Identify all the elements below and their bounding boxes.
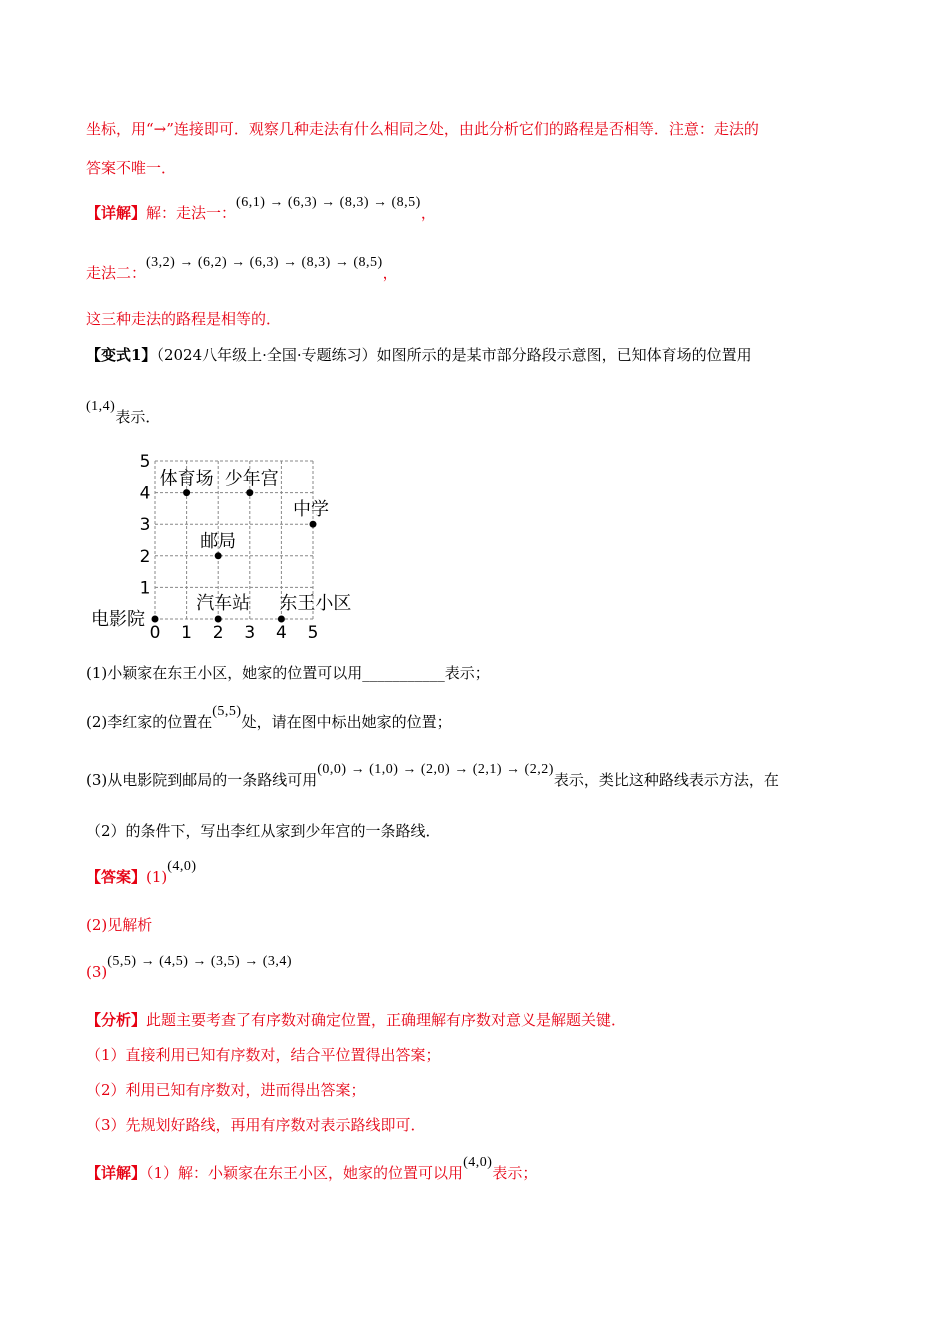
- detail-2-text: （1）解：小颖家在东王小区，她家的位置可以用: [146, 1164, 464, 1182]
- route-1: (6,1) → (6,3) → (8,3) → (8,5): [236, 195, 421, 210]
- variant-source: （2024八年级上·全国·专题练习）: [156, 346, 377, 364]
- answer-3-route: (5,5) → (4,5) → (3,5) → (3,4): [107, 954, 293, 969]
- answer-line-2: (2)见解析: [86, 916, 153, 934]
- route-1-end: ，: [420, 204, 436, 222]
- variant-tag: 【变式1】: [86, 346, 157, 364]
- x-tick-label: 4: [275, 623, 287, 643]
- route-2-label: 走法二：: [86, 264, 147, 282]
- variant-intro: 如图所示的是某市部分路段示意图，已知体育场的位置用: [376, 346, 752, 364]
- q2-prefix: (2)李红家的位置在: [86, 713, 213, 731]
- detail-2-tag: 【详解】: [86, 1164, 147, 1182]
- analysis-text: 此题主要考查了有序数对确定位置，正确理解有序数对意义是解题关键．: [146, 1011, 627, 1029]
- detail-2-line: [86, 1155, 538, 1185]
- answer-1-label: (1): [146, 868, 168, 886]
- place-dot: [183, 489, 190, 496]
- route-2: (3,2) → (6,2) → (6,3) → (8,3) → (8,5): [146, 255, 383, 270]
- q2-suffix: 处，请在图中标出她家的位置；: [241, 713, 452, 731]
- analysis-point-2: （2）利用已知有序数对，进而得出答案；: [86, 1081, 366, 1099]
- x-tick-label: 0: [149, 623, 161, 643]
- solution-line-2: 答案不唯一．: [86, 159, 177, 177]
- place-label: 体育场: [159, 468, 214, 490]
- route-2-line: [86, 255, 398, 285]
- place-label: 少年宫: [224, 468, 279, 490]
- variant-coord-suffix: 表示．: [115, 408, 161, 426]
- place-dot: [246, 489, 253, 496]
- city-map-figure: [85, 448, 365, 648]
- detail-2-suffix: 表示；: [492, 1164, 538, 1182]
- y-tick-label: 2: [139, 546, 151, 567]
- question-3: [86, 762, 779, 792]
- q1-suffix: 表示；: [444, 664, 490, 682]
- answer-tag: 【答案】: [86, 868, 147, 886]
- answer-1-coord: (4,0): [167, 859, 197, 874]
- detail-text: 解：走法一：: [146, 204, 237, 222]
- x-tick-label: 3: [244, 623, 256, 643]
- place-label: 中学: [293, 499, 329, 521]
- y-tick-label: 3: [139, 515, 151, 536]
- answer-line-1: [86, 859, 197, 889]
- route-2-end: ，: [382, 264, 398, 282]
- q3-prefix: (3)从电影院到邮局的一条路线可用: [86, 771, 318, 789]
- analysis-tag: 【分析】: [86, 1011, 147, 1029]
- question-1: [86, 663, 490, 683]
- x-tick-label: 1: [181, 623, 193, 643]
- place-dot: [310, 521, 317, 528]
- y-tick-label: 4: [139, 483, 151, 504]
- analysis-line: [86, 1010, 626, 1030]
- question-2: [86, 704, 452, 734]
- place-label: 东王小区: [279, 593, 352, 614]
- place-label: 电影院: [91, 609, 145, 630]
- q2-coord: (5,5): [212, 704, 242, 719]
- q1-prefix: (1)小颖家在东王小区，她家的位置可以用: [86, 664, 363, 682]
- place-marks: [91, 468, 351, 630]
- y-tick-label: 5: [139, 452, 151, 472]
- place-label: 邮局: [200, 530, 237, 552]
- x-tick-label: 5: [307, 623, 319, 643]
- detail-2-coord: (4,0): [463, 1155, 493, 1170]
- place-dot: [152, 616, 159, 623]
- variant-coord: (1,4): [86, 399, 116, 414]
- place-label: 汽车站: [196, 593, 251, 614]
- analysis-point-1: （1）直接利用已知有序数对，结合平位置得出答案；: [86, 1046, 441, 1064]
- place-dot: [215, 616, 222, 623]
- q1-blank: ___________: [362, 664, 445, 682]
- answer-line-3: [86, 954, 293, 984]
- q3-suffix: 表示，类比这种路线表示方法，在: [553, 771, 779, 789]
- q3-route: (0,0) → (1,0) → (2,0) → (2,1) → (2,2): [317, 762, 554, 777]
- analysis-point-3: （3）先规划好路线，再用有序数对表示路线即可．: [86, 1116, 426, 1134]
- place-dot: [215, 552, 222, 559]
- place-dot: [278, 616, 285, 623]
- answer-3-label: (3): [86, 963, 108, 981]
- conclusion: 这三种走法的路程是相等的．: [86, 310, 282, 328]
- solution-line-1: 坐标，用“→”连接即可．观察几种走法有什么相同之处，由此分析它们的路程是否相等．注意：走法的: [86, 120, 759, 138]
- y-tick-label: 1: [139, 578, 151, 599]
- detail-line: [86, 195, 436, 225]
- detail-tag: 【详解】: [86, 204, 147, 222]
- variant-line-2: [86, 399, 161, 429]
- question-3-line-2: （2）的条件下，写出李红从家到少年宫的一条路线．: [86, 822, 441, 840]
- x-tick-label: 2: [212, 623, 224, 643]
- variant-line: [86, 345, 752, 365]
